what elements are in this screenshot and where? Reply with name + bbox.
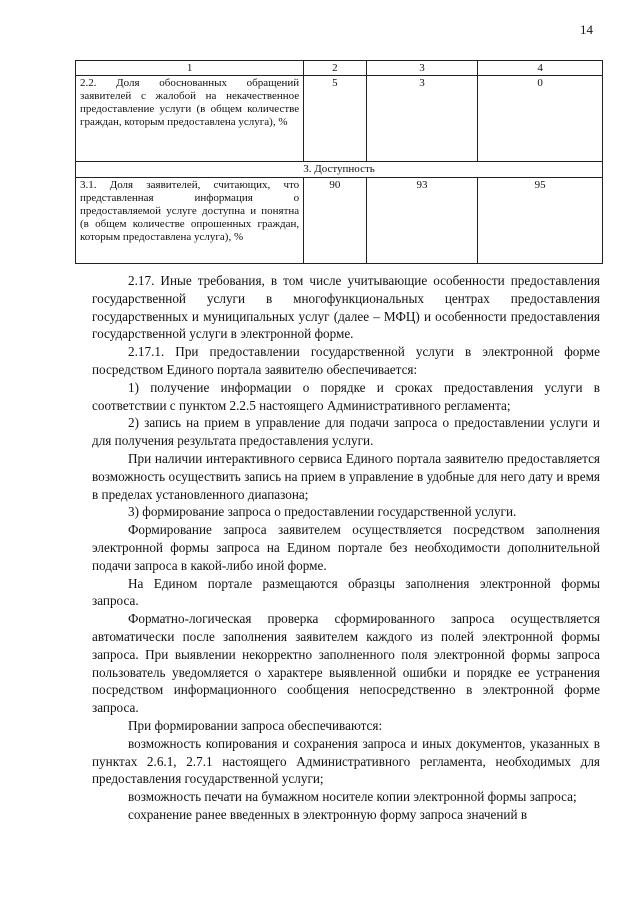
section-accessibility: 3. Доступность (76, 162, 603, 178)
table-row (76, 76, 603, 162)
paragraph-item-2: 2) запись на прием в управление для подачи запроса о предоставлении услуги и для получения результата предоставления услуги. (92, 415, 600, 449)
row-3-1-value-2: 93 (366, 178, 478, 264)
paragraph-saving: сохранение ранее введенных в электронную форму запроса значений в (128, 806, 528, 822)
paragraph-samples: На Едином портале размещаются образцы заполнения электронной формы запроса. (92, 575, 600, 609)
paragraph-printing: возможность печати на бумажном носителе копии электронной формы запроса; (128, 789, 577, 805)
paragraph-item-1: 1) получение информации о порядке и сроках предоставления услуги в соответствии с пунктом 2.2.5 настоящего Административного регламента; (92, 379, 600, 413)
page-number: 14 (580, 22, 593, 37)
paragraph-2-17: 2.17. Иные требования, в том числе учитывающие особенности предоставления государственной услуги в многофункциональных центрах предоставления государственных и муниципальных услуг (далее – МФЦ) и особенности предоставления государственной услуги в электронной форме. (92, 273, 600, 342)
paragraph-interactive-service: При наличии интерактивного сервиса Единого портала заявителю предоставляется возможность осуществить запись на прием в управление в удобные для него дату и время в пределах установленного диапазона; (92, 450, 600, 502)
row-2-2-value-1: 5 (304, 76, 366, 162)
paragraph-validation: Форматно-логическая проверка сформированного запроса осуществляется автоматически после заполнения заявителем каждого из полей электронной формы запроса. При выявлении некорректно заполненного поля электронной формы запроса пользователь уведомляется о характере выявленной ошибки и порядке ее устранения посредством информационного сообщения непосредственно в электронной форме запроса. (92, 611, 600, 716)
paragraph-copying: возможность копирования и сохранения запроса и иных документов, указанных в пунктах 2.6.1, 2.7.1 настоящего Административного регламента, необходимых для предоставления государственной услуги; (92, 735, 600, 787)
row-3-1-value-3: 95 (478, 178, 603, 264)
row-3-1-value-1: 90 (304, 178, 366, 264)
paragraph-2-17-1: 2.17.1. При предоставлении государственной услуги в электронной форме посредством Единого портала заявителю обеспечивается: (92, 344, 600, 377)
paragraph-provided: При формировании запроса обеспечиваются: (128, 717, 383, 733)
indicators-table (75, 60, 603, 264)
body-text (92, 272, 600, 824)
header-col-2: 2 (304, 61, 366, 76)
header-col-4: 4 (478, 61, 603, 76)
table-row (76, 178, 603, 264)
row-2-2-label: 2.2. Доля обоснованных обращений заявителей с жалобой на некачественное предоставление услуги (в общем количестве граждан, которым предоставлена услуга), % (76, 76, 304, 162)
paragraph-form-filling: Формирование запроса заявителем осуществляется посредством заполнения электронной формы запроса на Едином портале без необходимости дополнительной подачи запроса в какой-либо иной форме. (92, 522, 600, 573)
row-2-2-value-2: 3 (366, 76, 478, 162)
paragraph-item-3: 3) формирование запроса о предоставлении государственной услуги. (128, 504, 517, 520)
table-header-row (76, 61, 603, 76)
section-row (76, 162, 603, 178)
header-col-1: 1 (76, 61, 304, 76)
header-col-3: 3 (366, 61, 478, 76)
row-2-2-value-3: 0 (478, 76, 603, 162)
row-3-1-label: 3.1. Доля заявителей, считающих, что представленная информация о предоставляемой услуге доступна и понятна (в общем количестве опрошенных граждан, которым предоставлена услуга), % (76, 178, 304, 264)
